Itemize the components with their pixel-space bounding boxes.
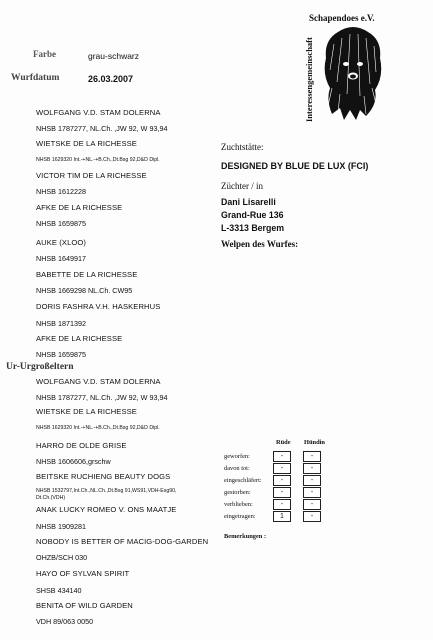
pedigree-name: HARRO DE OLDE GRISE (36, 441, 127, 450)
pedigree-name: BEITSKE RUCHIENG BEAUTY DOGS (36, 472, 171, 481)
pedigree-registry: NHSB 1909281 (36, 522, 86, 531)
wurfdatum-label: Wurfdatum (11, 73, 60, 83)
zuchtstaette-label: Zuchtstätte: (221, 142, 264, 152)
farbe-label: Farbe (33, 49, 56, 59)
female-count-field[interactable]: - (303, 511, 321, 522)
pedigree-registry: NHSB 1629320 Int.-+NL.-+B.Ch.,Dt.Bsg 92,D&D Dipl. (36, 157, 160, 163)
pedigree-registry: NHSB 1606606,grschw (36, 457, 111, 466)
col-female-header: Hündin (304, 439, 325, 446)
row-label: davon tot: (224, 465, 250, 472)
col-male-header: Rüde (276, 439, 291, 446)
male-count-field[interactable]: - (273, 499, 291, 510)
zuechter-label: Züchter / in (221, 181, 263, 191)
male-count-field[interactable]: - (273, 487, 291, 498)
section-heading: Ur-Urgroßeltern (6, 362, 74, 372)
male-count-field[interactable]: 1 (273, 511, 291, 522)
zuchtstaette-value: DESIGNED BY BLUE DE LUX (FCI) (221, 161, 369, 171)
pedigree-name: BABETTE DE LA RICHESSE (36, 270, 138, 279)
female-count-field[interactable]: - (303, 487, 321, 498)
pedigree-registry: Dt.Ch.(VDH) (36, 495, 66, 501)
male-count-field[interactable]: - (273, 463, 291, 474)
pedigree-registry: NHSB 1612228 (36, 187, 86, 196)
club-vertical-text: Interessengemeinschaft (304, 37, 314, 123)
pedigree-registry: NHSB 1659875 (36, 350, 86, 359)
breeder-street: Grand-Rue 136 (221, 210, 284, 220)
pedigree-registry: NHSB 1629320 Int.-+NL.-+B.Ch.,Dt.Bsg 92,D&D Dipl. (36, 425, 160, 431)
farbe-value: grau-schwarz (88, 51, 140, 61)
row-label: eingeschläfert: (224, 477, 262, 484)
pedigree-name: NOBODY IS BETTER OF MACIG-DOG-GARDEN (36, 537, 209, 546)
female-count-field[interactable]: - (303, 463, 321, 474)
dog-head-logo (320, 24, 386, 122)
pedigree-registry: NHSB 1787277, NL.Ch. ,JW 92, W 93,94 (36, 124, 168, 133)
pedigree-name: DORIS FASHRA V.H. HASKERHUS (36, 302, 161, 311)
pedigree-registry: NHSB 1659875 (36, 219, 86, 228)
pedigree-name: AFKE DE LA RICHESSE (36, 203, 123, 212)
female-count-field[interactable]: - (303, 451, 321, 462)
pedigree-name: VICTOR TIM DE LA RICHESSE (36, 171, 147, 180)
pedigree-registry: NHSB 1649917 (36, 254, 86, 263)
row-label: geworfen: (224, 453, 250, 460)
breeder-name: Dani Lisarelli (221, 197, 276, 207)
female-count-field[interactable]: - (303, 499, 321, 510)
pedigree-registry: OHZB/SCH 030 (36, 553, 88, 562)
pedigree-registry: SHSB 434140 (36, 586, 82, 595)
pedigree-name: HAYO OF SYLVAN SPIRIT (36, 569, 130, 578)
pedigree-name: WIETSKE DE LA RICHESSE (36, 139, 137, 148)
row-label: eingetragen: (224, 513, 256, 520)
welpen-label: Welpen des Wurfes: (221, 239, 299, 249)
wurfdatum-value: 26.03.2007 (88, 74, 134, 84)
pedigree-name: AUKE (XLOO) (36, 238, 87, 247)
pedigree-registry: VDH 89/063 0050 (36, 617, 94, 626)
pedigree-name: AFKE DE LA RICHESSE (36, 334, 123, 343)
pedigree-name: WOLFGANG V.D. STAM DOLERNA (36, 377, 161, 386)
club-name: Schapendoes e.V. (309, 13, 375, 23)
pedigree-registry: NHSB 1532797,Int.Ch.,NL.Ch.,Dt.Bsg 91,WS91,VDH-Esg90, (36, 488, 177, 494)
pedigree-name: WIETSKE DE LA RICHESSE (36, 407, 137, 416)
male-count-field[interactable]: - (273, 475, 291, 486)
pedigree-registry: NHSB 1871392 (36, 319, 86, 328)
pedigree-registry: NHSB 1787277, NL.Ch. ,JW 92, W 93,94 (36, 393, 168, 402)
male-count-field[interactable]: - (273, 451, 291, 462)
row-label: gestorben: (224, 489, 251, 496)
pedigree-name: BENITA OF WILD GARDEN (36, 601, 133, 610)
row-label: verblieben: (224, 501, 253, 508)
pedigree-name: ANAK LUCKY ROMEO V. ONS MAATJE (36, 505, 177, 514)
breeder-city: L-3313 Bergem (221, 223, 285, 233)
pedigree-registry: NHSB 1669298 NL.Ch. CW95 (36, 286, 133, 295)
pedigree-name: WOLFGANG V.D. STAM DOLERNA (36, 108, 161, 117)
bemerkungen-label: Bemerkungen : (224, 533, 267, 540)
female-count-field[interactable]: - (303, 475, 321, 486)
